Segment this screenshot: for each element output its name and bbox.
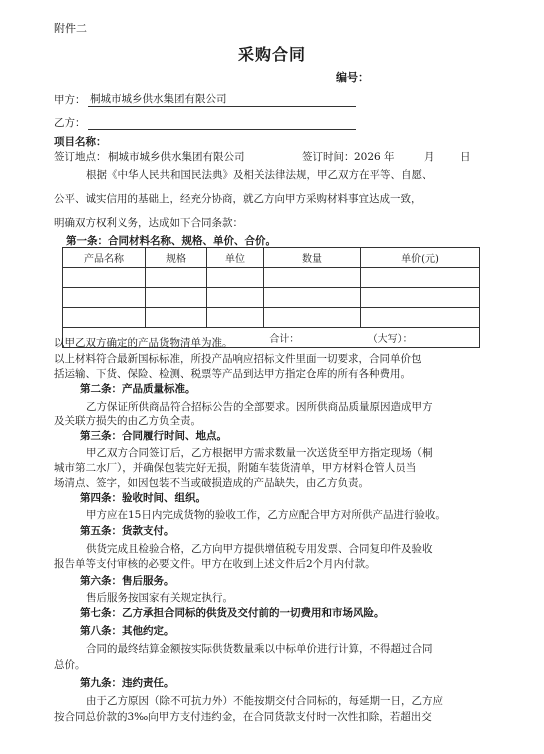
article-3-text: 甲乙双方合同签订后，乙方根据甲方需求数量一次送货至甲方指定现场（桐 bbox=[86, 447, 433, 459]
project-name-label: 项目名称： bbox=[54, 136, 107, 148]
article-5-heading: 第五条：货款支付。 bbox=[80, 525, 175, 537]
document-title: 采购合同 bbox=[237, 45, 306, 64]
total-label: 合计： bbox=[269, 334, 300, 345]
article-3-heading: 第三条：合同履行时间、地点。 bbox=[80, 430, 227, 442]
article-8-heading: 第八条：其他约定。 bbox=[80, 625, 175, 637]
signing-year: 2026 年 bbox=[354, 151, 395, 163]
article-6-text: 售后服务按国家有关规定执行。 bbox=[86, 592, 233, 604]
article-7-heading: 第七条：乙方承担合同标的供货及交付前的一切费用和市场风险。 bbox=[80, 607, 385, 619]
article-2-text: 及关联方损失的由乙方负全责。 bbox=[54, 415, 201, 427]
col-header-spec: 规格 bbox=[146, 248, 207, 268]
article-8-text: 总价。 bbox=[54, 659, 86, 671]
table-row bbox=[63, 308, 480, 328]
article-2-heading: 第二条：产品质量标准。 bbox=[80, 383, 196, 395]
col-header-unit: 单位 bbox=[207, 248, 264, 268]
annex-label: 附件二 bbox=[54, 22, 87, 35]
party-a-label: 甲方： bbox=[54, 94, 86, 106]
article-2-text: 乙方保证所供商品符合招标公告的全部要求。因所供商品质量原因造成甲方 bbox=[86, 401, 433, 413]
preamble-line: 根据《中华人民共和国民法典》及相关法律法规，甲乙双方在平等、自愿、 bbox=[86, 169, 433, 181]
uppercase-total-label: （大写）： bbox=[367, 334, 413, 345]
article-5-text: 报告单等支付审核的必要文件。甲方在收到上述文件后2个月内付款。 bbox=[54, 558, 376, 570]
goods-table bbox=[62, 247, 480, 348]
party-a-value: 桐城市城乡供水集团有限公司 bbox=[90, 93, 227, 105]
article-3-text: 城市第二水厂），并确保包装完好无损，附随车装货清单，甲方材料仓管人员当 bbox=[54, 462, 417, 474]
preamble-line: 明确双方权利义务，达成如下合同条款： bbox=[54, 217, 243, 229]
article-1-note: 以上材料符合最新国标标准，所投产品响应招标文件里面一切要求，合同单价包 bbox=[54, 353, 422, 365]
article-3-text: 场清点、签字，如因包装不当或破损造成的产品缺失，由乙方负责。 bbox=[54, 477, 369, 489]
party-b-underline bbox=[88, 129, 356, 130]
article-1-note: 括运输、下货、保险、检测、税票等产品到达甲方指定仓库的所有各种费用。 bbox=[54, 368, 411, 380]
article-8-text: 合同的最终结算金额按实际供货数量乘以中标单价进行计算，不得超过合同 bbox=[86, 643, 433, 655]
signing-day: 日 bbox=[460, 151, 471, 163]
signing-time-label: 签订时间： bbox=[302, 151, 355, 163]
signing-place-label: 签订地点： bbox=[54, 151, 107, 163]
article-5-text: 供货完成且检验合格，乙方向甲方提供增值税专用发票、合同复印件及验收 bbox=[86, 543, 433, 555]
party-b-label: 乙方： bbox=[54, 117, 86, 129]
article-9-heading: 第九条：违约责任。 bbox=[80, 677, 175, 689]
col-header-quantity: 数量 bbox=[264, 248, 361, 268]
article-4-text: 甲方应在15日内完成货物的验收工作，乙方应配合甲方对所供产品进行验收。 bbox=[86, 509, 446, 521]
article-6-heading: 第六条：售后服务。 bbox=[80, 575, 175, 587]
article-4-heading: 第四条：验收时间、组织。 bbox=[80, 492, 206, 504]
article-1-heading: 第一条：合同材料名称、规格、单价、合价。 bbox=[66, 235, 276, 247]
article-1-note: 以甲乙双方确定的产品货物清单为准。 bbox=[54, 337, 233, 349]
article-9-text: 由于乙方原因（除不可抗力外）不能按期交付合同标的，每延期一日，乙方应 bbox=[86, 695, 443, 707]
table-header-row bbox=[63, 248, 480, 268]
col-header-unit-price: 单价(元) bbox=[361, 248, 480, 268]
article-9-text: 按合同总价款的3‰向甲方支付违约金，在合同货款支付时一次性扣除，若超出交 bbox=[54, 711, 432, 723]
signing-month: 月 bbox=[424, 151, 435, 163]
preamble-line: 公平、诚实信用的基础上，经充分协商，就乙方向甲方采购材料事宜达成一致， bbox=[54, 193, 422, 205]
signing-place-value: 桐城市城乡供水集团有限公司 bbox=[108, 151, 245, 163]
party-a-underline bbox=[88, 106, 356, 107]
contract-number-label: 编号： bbox=[336, 71, 369, 84]
col-header-product-name: 产品名称 bbox=[63, 248, 146, 268]
table-row bbox=[63, 288, 480, 308]
table-row bbox=[63, 268, 480, 288]
